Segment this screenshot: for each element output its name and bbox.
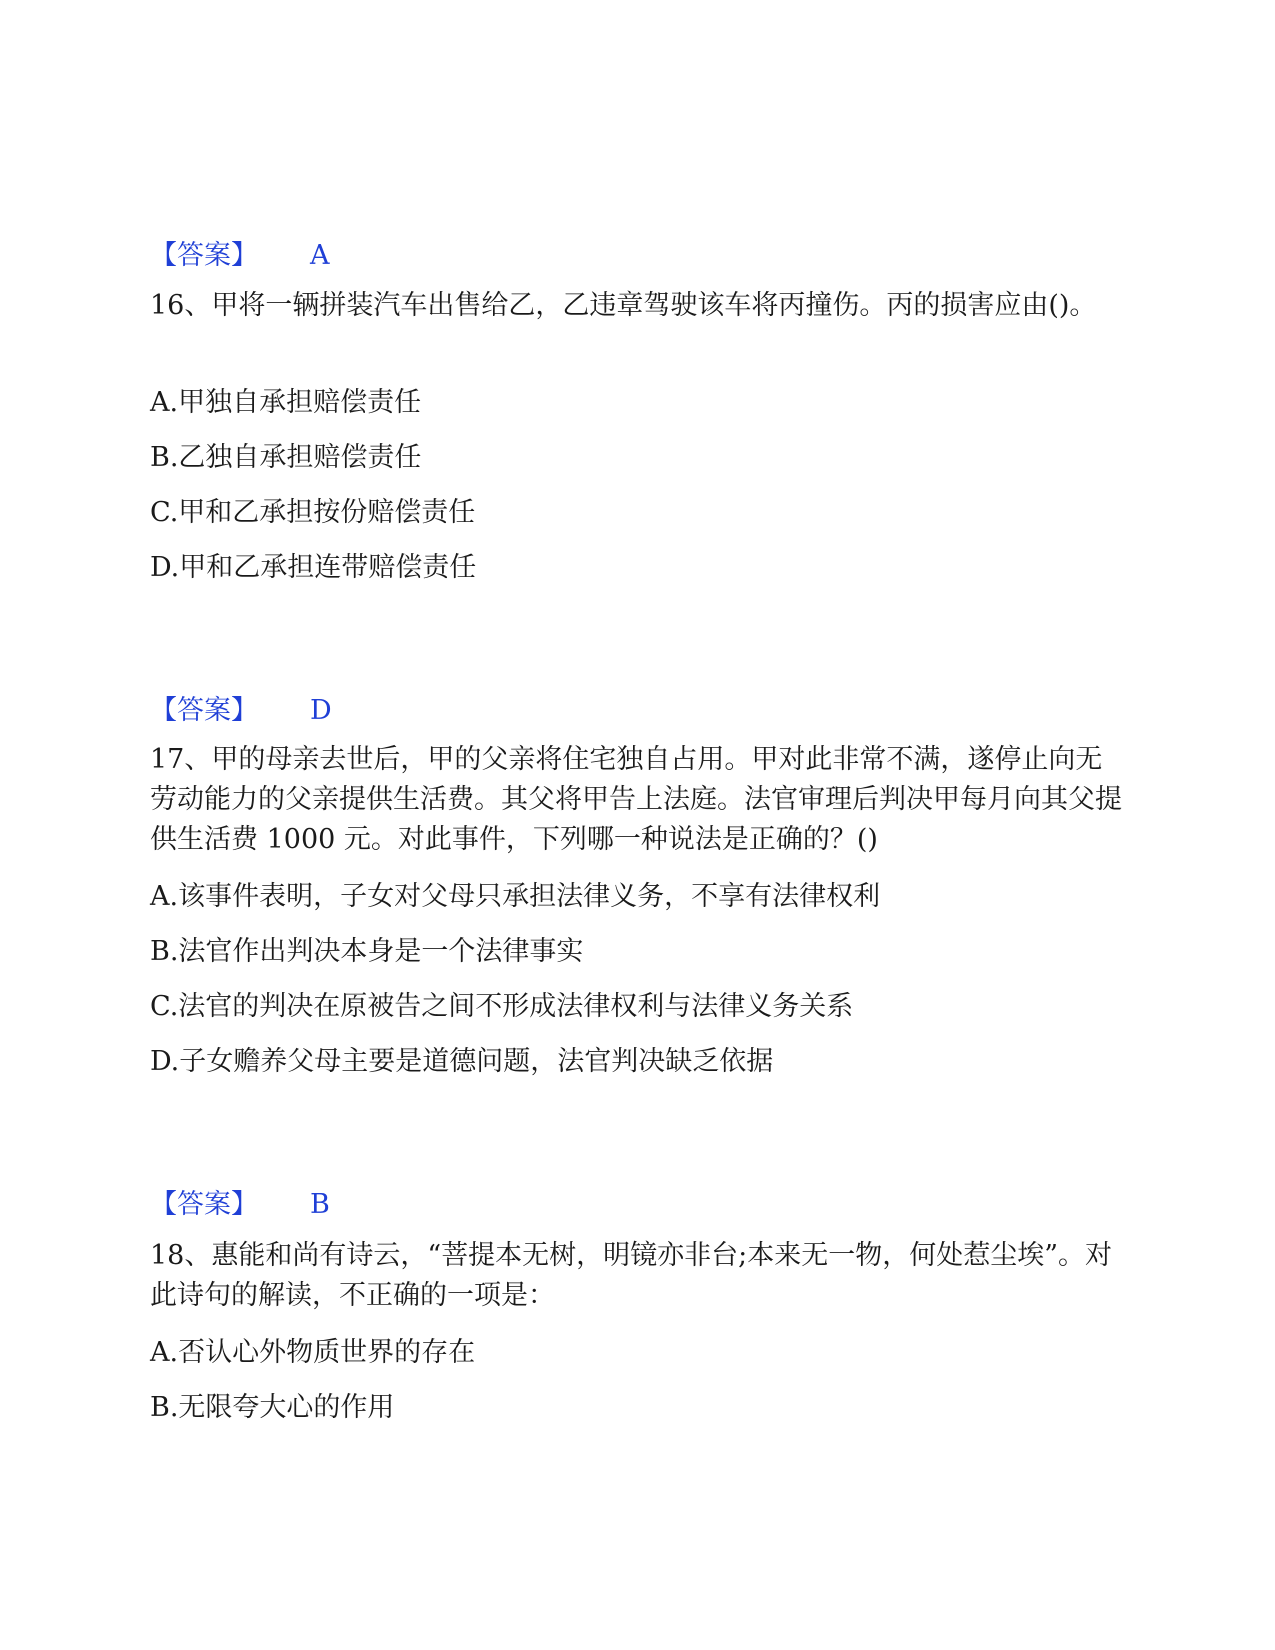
answer-label: 【答案】 xyxy=(150,1189,258,1220)
answer-value: A xyxy=(310,240,330,271)
answer-value: B xyxy=(310,1189,330,1220)
option-d: D.子女赡养父母主要是道德问题，法官判决缺乏依据 xyxy=(150,1046,774,1077)
option-b: B.无限夸大心的作用 xyxy=(150,1392,395,1423)
question-text: 17、甲的母亲去世后，甲的父亲将住宅独自占用。甲对此非常不满，遂停止向无劳动能力的父亲提供生活费。其父将甲告上法庭。法官审理后判决甲每月向其父提供生活费 1000 元。对此事件，下列哪一种说法是正确的？() xyxy=(150,744,1122,855)
answer-line xyxy=(150,233,330,272)
answer-line xyxy=(150,688,332,727)
option-b: B.乙独自承担赔偿责任 xyxy=(150,442,422,473)
option-c: C.甲和乙承担按份赔偿责任 xyxy=(150,497,476,528)
question-text: 16、甲将一辆拼装汽车出售给乙，乙违章驾驶该车将丙撞伤。丙的损害应由()。 xyxy=(150,290,1097,321)
option-a: A.否认心外物质世界的存在 xyxy=(150,1337,476,1368)
option-a: A.该事件表明，子女对父母只承担法律义务，不享有法律权利 xyxy=(150,881,881,912)
option-c: C.法官的判决在原被告之间不形成法律权利与法律义务关系 xyxy=(150,991,854,1022)
answer-label: 【答案】 xyxy=(150,240,258,271)
option-a: A.甲独自承担赔偿责任 xyxy=(150,387,422,418)
question-text: 18、惠能和尚有诗云，“菩提本无树，明镜亦非台;本来无一物，何处惹尘埃”。对此诗句的解读，不正确的一项是： xyxy=(150,1240,1113,1311)
option-b: B.法官作出判决本身是一个法律事实 xyxy=(150,936,584,967)
answer-line xyxy=(150,1182,330,1221)
answer-label: 【答案】 xyxy=(150,695,258,726)
answer-value: D xyxy=(310,695,332,726)
option-d: D.甲和乙承担连带赔偿责任 xyxy=(150,552,477,583)
